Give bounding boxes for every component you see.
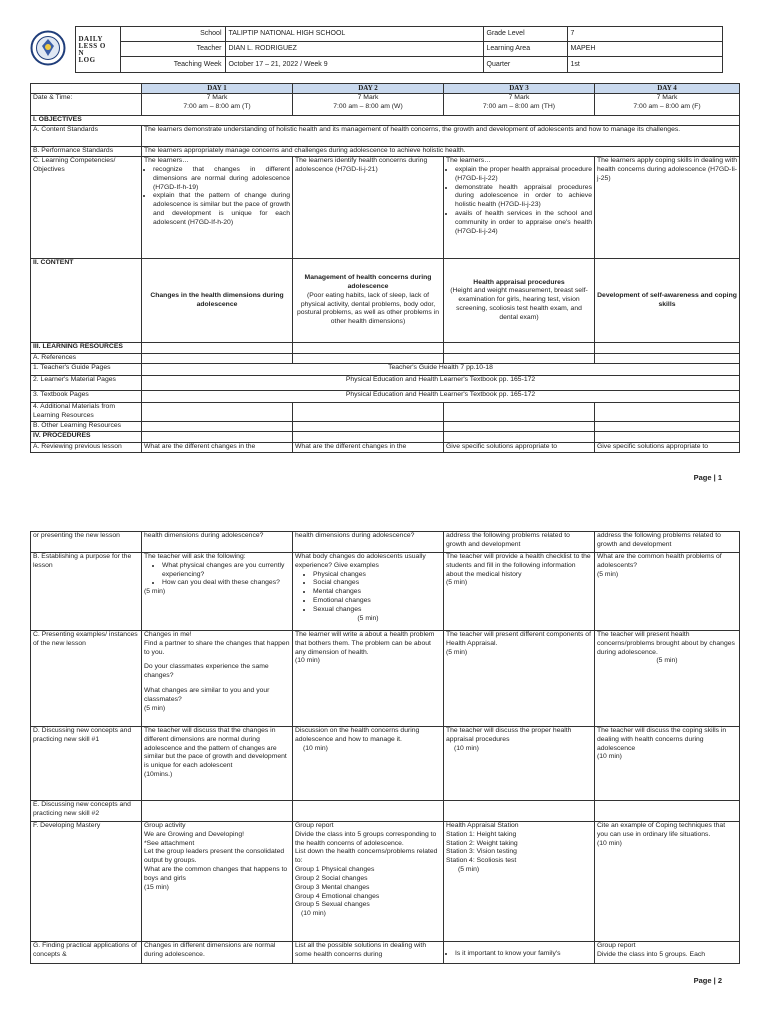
time-note: (10 min) bbox=[303, 744, 328, 752]
additional-materials-label: 4. Additional Materials from Learning Resources bbox=[31, 403, 142, 422]
empty-cell bbox=[444, 343, 595, 354]
dll-header-table bbox=[30, 26, 723, 73]
reviewing-day1: What are the different changes in the bbox=[142, 443, 293, 453]
reviewing-day4: Give specific solutions appropriate to bbox=[595, 443, 740, 453]
discussing-day4 bbox=[595, 727, 740, 801]
day-schedule bbox=[444, 94, 595, 116]
quarter-value: 1st bbox=[567, 57, 722, 73]
logo-cell bbox=[30, 27, 75, 73]
competency-item: • demonstrate health appraisal procedures during adolescence in order to achieve holistic health (H7GD-Ii-j-23) bbox=[455, 184, 592, 210]
empty-cell bbox=[293, 801, 444, 822]
time-note: (10 min) bbox=[597, 753, 622, 761]
finding-day4 bbox=[595, 942, 740, 964]
mastery-line: Group 2 Social changes bbox=[295, 874, 368, 882]
other-resources-label: B. Other Learning Resources bbox=[31, 422, 142, 432]
schedule-time: 7:00 am – 8:00 am (TH) bbox=[482, 102, 556, 110]
mastery-line: Station 1: Height taking bbox=[446, 830, 517, 838]
empty-cell bbox=[142, 354, 293, 364]
empty-cell bbox=[142, 343, 293, 354]
presenting-line: Find a partner to share the changes that happen to you. bbox=[144, 639, 290, 656]
reviewing-day1-cont: health dimensions during adolescence? bbox=[142, 532, 293, 553]
time-note: (15 min) bbox=[144, 883, 169, 891]
finding-day2: List all the possible solutions in dealing with some health concerns during bbox=[293, 942, 444, 964]
discussing-text: Discussion on the health concerns during adolescence and how to manage it. bbox=[295, 727, 420, 743]
teacher-value: DIAN L. RODRIGUEZ bbox=[225, 42, 483, 57]
presenting-line: What changes are similar to you and your classmates? bbox=[144, 687, 270, 703]
time-note: (5 min) bbox=[458, 866, 480, 874]
time-note: (10mins.) bbox=[144, 771, 173, 779]
mastery-line: Group report bbox=[295, 822, 334, 829]
day-schedule bbox=[595, 94, 740, 116]
content-standards-label: A. Content Standards bbox=[31, 126, 142, 147]
time-note: (5 min) bbox=[656, 657, 678, 665]
mastery-line: Let the group leaders present the consolidated output by groups. bbox=[144, 848, 285, 865]
empty-cell bbox=[293, 422, 444, 432]
competency-intro: The learners… bbox=[144, 157, 189, 165]
empty-cell bbox=[142, 801, 293, 822]
time-note: (5 min) bbox=[446, 579, 468, 587]
finding-day1: Changes in different dimensions are normal during adolescence. bbox=[142, 942, 293, 964]
mastery-line: Station 3: Vision testing bbox=[446, 848, 517, 856]
content-title: Management of health concerns during adolescence bbox=[304, 274, 432, 290]
section-name: 7 Mark bbox=[357, 94, 379, 102]
dll-title-line: DAILY bbox=[78, 34, 103, 43]
time-note: (5 min) bbox=[357, 614, 379, 622]
day-header: DAY 4 bbox=[595, 84, 740, 94]
purpose-label: B. Establishing a purpose for the lesson bbox=[31, 553, 142, 631]
dll-title-line: N bbox=[78, 48, 85, 57]
reviewing-label: A. Reviewing previous lesson bbox=[31, 443, 142, 453]
time-note: (10 min) bbox=[597, 839, 622, 847]
school-seal-icon bbox=[30, 30, 66, 66]
finding-label: G. Finding practical applications of concepts & bbox=[31, 942, 142, 964]
presenting-day1 bbox=[142, 631, 293, 727]
performance-standards-text: The learners appropriately manage concerns and challenges during adolescence to achieve holistic health. bbox=[142, 147, 740, 157]
lesson-table-page1 bbox=[30, 83, 740, 453]
page-2 bbox=[0, 512, 768, 1024]
empty-cell bbox=[595, 422, 740, 432]
mastery-line: Station 4: Scoliosis test bbox=[446, 857, 517, 865]
competencies-day2: The learners identify health concerns during adolescence (H7GD-Ii-j-21) bbox=[293, 157, 444, 259]
purpose-intro: What body changes do adolescents usually experience? Give examples bbox=[295, 553, 426, 569]
content-title: Health appraisal procedures bbox=[473, 278, 565, 286]
lm-pages-label: 2. Learner's Material Pages bbox=[31, 376, 142, 391]
purpose-day2 bbox=[293, 553, 444, 631]
presenting-day2 bbox=[293, 631, 444, 727]
tb-pages-label: 3. Textbook Pages bbox=[31, 391, 142, 403]
date-time-text: Date & Time: bbox=[33, 94, 73, 102]
discussing1-label: D. Discussing new concepts and practicing new skill #1 bbox=[31, 727, 142, 801]
mastery-day4 bbox=[595, 822, 740, 942]
empty-cell bbox=[444, 801, 595, 822]
discussing-day1 bbox=[142, 727, 293, 801]
procedures-label: IV. PROCEDURES bbox=[31, 432, 142, 443]
tg-pages-label: 1. Teacher's Guide Pages bbox=[31, 364, 142, 376]
content-standards-text: The learners demonstrate understanding of holistic health and its management of health concerns, the growth and development of adolescents and how to manage its challenges. bbox=[142, 126, 740, 147]
presenting-line: Do your classmates experience the same changes? bbox=[144, 663, 269, 680]
content-detail: (Height and weight measurement, breast self-examination for girls, hearing test, vision screening, scoliosis test health exam, and dental exam) bbox=[450, 287, 588, 321]
empty-cell bbox=[142, 422, 293, 432]
purpose-item: • Emotional changes bbox=[313, 597, 441, 606]
week-value: October 17 – 21, 2022 / Week 9 bbox=[225, 57, 483, 73]
day-schedule bbox=[293, 94, 444, 116]
date-time-label bbox=[31, 94, 142, 116]
finding-line: Divide the class into 5 groups. Each bbox=[597, 950, 706, 958]
mastery-label: F. Developing Mastery bbox=[31, 822, 142, 942]
tb-pages-value: Physical Education and Health Learner's Textbook pp. 165-172 bbox=[142, 391, 740, 403]
competency-item: • explain that the pattern of change during adolescence is similar but the pace of growth and development is unique for each adolescent (H7GD-If-h-20) bbox=[153, 192, 290, 227]
dll-title bbox=[75, 27, 120, 73]
empty-cell bbox=[293, 432, 444, 443]
mastery-line: Group 5 Sexual changes bbox=[295, 901, 370, 909]
discussing-text: The teacher will discuss the proper health appraisal procedures bbox=[446, 727, 572, 743]
day-header: DAY 3 bbox=[444, 84, 595, 94]
content-day1: Changes in the health dimensions during adolescence bbox=[142, 259, 293, 343]
competency-intro: The learners… bbox=[446, 157, 491, 165]
empty-cell bbox=[444, 403, 595, 422]
dll-title-line: LESS O bbox=[78, 41, 106, 50]
discussing2-label: E. Discussing new concepts and practicing new skill #2 bbox=[31, 801, 142, 822]
time-note: (5 min) bbox=[597, 570, 619, 578]
section-name: 7 Mark bbox=[508, 94, 530, 102]
quarter-label: Quarter bbox=[483, 57, 567, 73]
discussing-text: The teacher will discuss that the changes in different dimensions are normal during adolescence and the pattern of changes are similar but the pace of growth and development is unique for each adolescent bbox=[144, 727, 287, 770]
competencies-day4: The learners apply coping skills in dealing with health concerns during adolescence (H7GD-Ii-j-25) bbox=[595, 157, 740, 259]
schedule-time: 7:00 am – 8:00 am (T) bbox=[183, 102, 251, 110]
finding-line: Group report bbox=[597, 942, 636, 949]
competencies-day3 bbox=[444, 157, 595, 259]
presenting-text: The teacher will present health concerns/problems brought about by changes during adolescence. bbox=[597, 631, 735, 656]
section-name: 7 Mark bbox=[656, 94, 678, 102]
area-label: Learning Area bbox=[483, 42, 567, 57]
grade-label: Grade Level bbox=[483, 27, 567, 42]
resources-label: III. LEARNING RESOURCES bbox=[31, 343, 142, 354]
purpose-item: • Social changes bbox=[313, 579, 441, 588]
performance-standards-label: B. Performance Standards bbox=[31, 147, 142, 157]
content-day3 bbox=[444, 259, 595, 343]
mastery-line: Divide the class into 5 groups corresponding to the health concerns of adolescence. bbox=[295, 830, 437, 847]
mastery-day3 bbox=[444, 822, 595, 942]
objectives-heading: I. OBJECTIVES bbox=[31, 116, 740, 126]
mastery-line: What are the common changes that happens to boys and girls bbox=[144, 866, 288, 882]
mastery-line: *See attachment bbox=[144, 839, 195, 847]
competency-item: • explain the proper health appraisal procedure (H7GD-Ii-j-22) bbox=[455, 166, 592, 184]
schedule-time: 7:00 am – 8:00 am (F) bbox=[633, 102, 701, 110]
presenting-day3 bbox=[444, 631, 595, 727]
blank-head-cell bbox=[31, 84, 142, 94]
purpose-item: • How can you deal with these changes? bbox=[162, 579, 290, 588]
time-note: (5 min) bbox=[144, 704, 166, 712]
day-schedule bbox=[142, 94, 293, 116]
page-number-1 bbox=[694, 473, 722, 482]
mastery-line: Health Appraisal Station bbox=[446, 822, 519, 829]
empty-cell bbox=[595, 403, 740, 422]
time-note: (10 min) bbox=[295, 657, 320, 665]
time-note: (10 min) bbox=[454, 744, 479, 752]
time-note: (5 min) bbox=[446, 648, 468, 656]
purpose-day3 bbox=[444, 553, 595, 631]
section-name: 7 Mark bbox=[206, 94, 228, 102]
purpose-item: • Mental changes bbox=[313, 588, 441, 597]
school-label: School bbox=[120, 27, 225, 42]
content-label: II. CONTENT bbox=[31, 259, 142, 343]
page-prefix: Page | bbox=[693, 976, 716, 985]
purpose-day1 bbox=[142, 553, 293, 631]
reviewing-day3-cont: address the following problems related to growth and development bbox=[444, 532, 595, 553]
reviewing-day3: Give specific solutions appropriate to bbox=[444, 443, 595, 453]
empty-cell bbox=[293, 403, 444, 422]
teacher-label: Teacher bbox=[120, 42, 225, 57]
presenting-text: The learner will write a about a health problem that bothers them. The problem can be about any dimension of health. bbox=[295, 631, 435, 656]
grade-value: 7 bbox=[567, 27, 722, 42]
spacer bbox=[446, 942, 592, 950]
purpose-intro: The teacher will ask the following: bbox=[144, 553, 246, 560]
competencies-day1 bbox=[142, 157, 293, 259]
purpose-item: • Physical changes bbox=[313, 571, 441, 580]
discussing-day2 bbox=[293, 727, 444, 801]
page-number-value: 2 bbox=[717, 976, 722, 985]
presenting-label: C. Presenting examples/ instances of the new lesson bbox=[31, 631, 142, 727]
mastery-line: Group activity bbox=[144, 822, 186, 829]
reviewing-day2-cont: health dimensions during adolescence? bbox=[293, 532, 444, 553]
empty-cell bbox=[595, 343, 740, 354]
lm-pages-value: Physical Education and Health Learner's Textbook pp. 165-172 bbox=[142, 376, 740, 391]
page-number-2 bbox=[694, 976, 722, 985]
time-note: (10 min) bbox=[301, 910, 326, 918]
presenting-text: The teacher will present different components of Health Appraisal. bbox=[446, 631, 591, 647]
purpose-text: The teacher will provide a health checklist to the students and fill in the following information about the medical history bbox=[446, 553, 591, 578]
purpose-day4 bbox=[595, 553, 740, 631]
week-label: Teaching Week bbox=[120, 57, 225, 73]
empty-cell bbox=[293, 343, 444, 354]
time-note: (5 min) bbox=[144, 588, 166, 596]
school-value: TALIPTIP NATIONAL HIGH SCHOOL bbox=[225, 27, 483, 42]
empty-cell bbox=[444, 432, 595, 443]
tg-pages-value: Teacher's Guide Health 7 pp.10-18 bbox=[142, 364, 740, 376]
competency-item: • recognize that changes in different dimensions are normal during adolescence (H7GD-If-h-19) bbox=[153, 166, 290, 192]
mastery-line: Group 4 Emotional changes bbox=[295, 892, 380, 900]
discussing-text: The teacher will discuss the coping skills in dealing with health concerns during adolescence bbox=[597, 727, 727, 752]
empty-cell bbox=[444, 422, 595, 432]
mastery-day2 bbox=[293, 822, 444, 942]
empty-cell bbox=[142, 403, 293, 422]
mastery-line: List down the health concerns/problems related to: bbox=[295, 848, 438, 865]
area-value: MAPEH bbox=[567, 42, 722, 57]
presenting-line: Changes in me! bbox=[144, 631, 192, 638]
finding-day3 bbox=[444, 942, 595, 964]
lesson-table-page2 bbox=[30, 531, 740, 964]
purpose-item: • Sexual changes bbox=[313, 606, 441, 615]
page-prefix: Page | bbox=[693, 473, 716, 482]
presenting-day4 bbox=[595, 631, 740, 727]
reviewing-day4-cont: address the following problems related to growth and development bbox=[595, 532, 740, 553]
finding-item: • Is it important to know your family's bbox=[455, 950, 592, 959]
mastery-line: Cite an example of Coping techniques that you can use in ordinary life situations. bbox=[597, 822, 726, 838]
mastery-day1 bbox=[142, 822, 293, 942]
schedule-time: 7:00 am – 8:00 am (W) bbox=[333, 102, 403, 110]
purpose-item: • What physical changes are you currently experiencing? bbox=[162, 562, 290, 580]
references-label: A. References bbox=[31, 354, 142, 364]
day-header: DAY 1 bbox=[142, 84, 293, 94]
empty-cell bbox=[444, 354, 595, 364]
content-detail: (Poor eating habits, lack of sleep, lack of physical activity, dental problems, body odor, postural problems, as well as other problems in other health dimensions) bbox=[296, 291, 440, 326]
content-day2 bbox=[293, 259, 444, 343]
day-header: DAY 2 bbox=[293, 84, 444, 94]
reviewing-label-cont: or presenting the new lesson bbox=[31, 532, 142, 553]
empty-cell bbox=[142, 432, 293, 443]
empty-cell bbox=[293, 354, 444, 364]
purpose-text: What are the common health problems of adolescents? bbox=[597, 553, 722, 569]
empty-cell bbox=[595, 432, 740, 443]
mastery-line: Station 2: Weight taking bbox=[446, 839, 518, 847]
mastery-line: Group 3 Mental changes bbox=[295, 883, 370, 891]
empty-cell bbox=[595, 354, 740, 364]
content-day4: Development of self-awareness and coping skills bbox=[595, 259, 740, 343]
competency-item: • avails of health services in the school and community in order to appraise one's health (H7GD-Ii-j-24) bbox=[455, 210, 592, 236]
competencies-label: C. Learning Competencies/ Objectives bbox=[31, 157, 142, 259]
discussing-day3 bbox=[444, 727, 595, 801]
dll-title-line: LOG bbox=[78, 55, 96, 64]
reviewing-day2: What are the different changes in the bbox=[293, 443, 444, 453]
mastery-line: We are Growing and Developing! bbox=[144, 830, 244, 838]
page-number-value: 1 bbox=[717, 473, 722, 482]
mastery-line: Group 1 Physical changes bbox=[295, 866, 375, 874]
empty-cell bbox=[595, 801, 740, 822]
